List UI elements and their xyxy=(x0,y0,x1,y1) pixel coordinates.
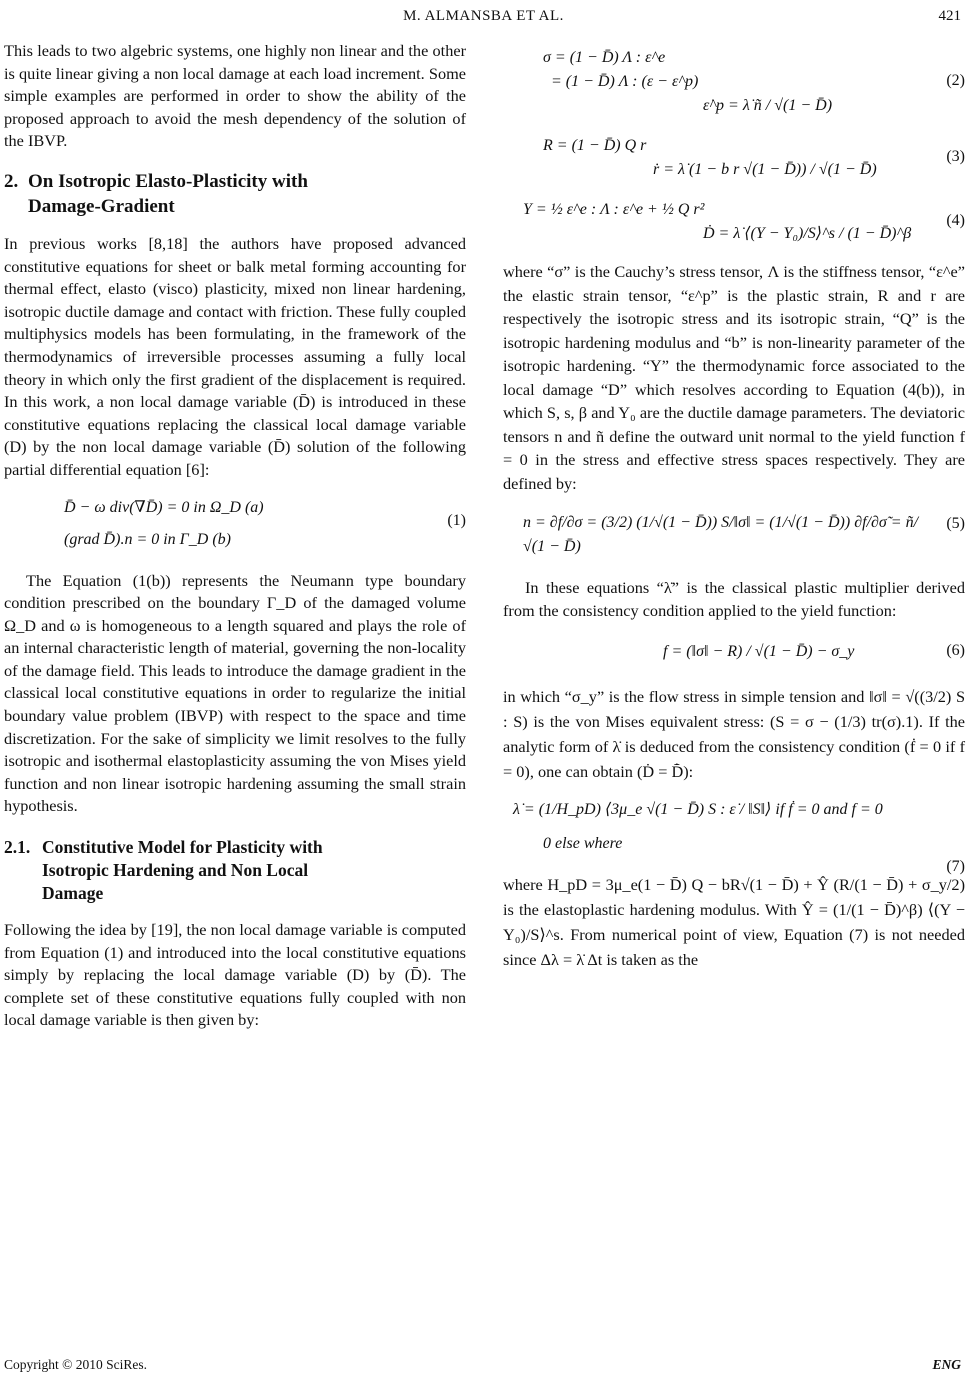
equation-4 xyxy=(503,198,965,246)
equation-1b: (grad D̄).n = 0 in Γ_D (b) xyxy=(64,530,231,548)
equation-4b: Ḋ = λ̇ ⟨(Y − Y₀)/S⟩^s / (1 − D̄)^β xyxy=(703,225,912,242)
equation-2c: ε̇^p = λ̇ ñ / √(1 − D̄) xyxy=(703,97,833,114)
copyright-notice: Copyright © 2010 SciRes. xyxy=(4,1357,148,1372)
paragraph-hardening-modulus: where H_pD = 3μ_e(1 − D̄) Q − bR√(1 − D̄) + Ŷ (R/(1 − D̄) + σ_y/2) is the elastoplastic hardening modulus. With Ŷ = (1/(1 − D̄)^β) ⟨(Y − Y₀)/S⟩^s. From numerical point of view, Equation (7) is not needed since Δλ = λ̇ Δt is taken as the xyxy=(503,875,965,970)
equation-3a: R = (1 − D̄) Q r xyxy=(543,137,647,154)
section-2-1-title-b: Isotropic Hardening and Non Local xyxy=(42,860,309,881)
paragraph-following-idea: Following the idea by [19], the non local damage variable is computed from Equation (1) and introduced into the local constitutive equations simply by replacing the local damage variable (D) by (D̄). The complete set of these constitutive equations fully coupled with non local damage variable is then given by: xyxy=(4,920,466,1030)
section-2-1-title-c: Damage xyxy=(42,883,104,904)
section-2-1-number: 2.1. xyxy=(4,837,31,858)
intro-paragraph: This leads to two algebric systems, one highly non linear and the other is quite linear giving a non local damage at each load increment. Some simple examples are performed in order to show the ability of the proposed approach to avoid the mesh dependency of the solution of the IBVP. xyxy=(4,41,466,151)
section-2-1-heading xyxy=(4,836,466,905)
page-footer xyxy=(0,1357,967,1379)
equation-1 xyxy=(4,496,466,552)
equation-5 xyxy=(503,511,965,559)
equation-1-number: (1) xyxy=(447,511,466,529)
page-header xyxy=(0,8,967,36)
equation-7 xyxy=(503,798,965,876)
paragraph-plastic-multiplier: In these equations “λ̇” is the classical plastic multiplier derived from the consistency condition applied to the yield function: xyxy=(503,578,965,620)
equation-4-number: (4) xyxy=(946,212,965,229)
running-head: M. ALMANSBA ET AL. xyxy=(403,8,564,24)
equation-2-number: (2) xyxy=(946,72,965,89)
equation-3b: ṙ = λ̇ (1 − b r √(1 − D̄)) / √(1 − D̄) xyxy=(653,161,877,178)
equation-5-number: (5) xyxy=(946,515,965,532)
paragraph-flow-stress: in which “σ_y” is the flow stress in simple tension and ‖σ‖ = √((3/2) S : S) is the von Mises equivalent stress: (S = σ − (1/3) tr(σ).1). If the analytic form of λ̇ is deduced from the consistency condition (ḟ = 0 if f = 0), one can obtain (Ḋ = D̄̇): xyxy=(503,687,965,782)
paragraph-neumann: The Equation (1(b)) represents the Neumann type boundary condition prescribed on the boundary Γ_D of the damaged volume Ω_D and ω is homogeneous to a length squared and plays the role of an internal characteristic length of material, governing the non-locality of the damage field. This leads to introduce the damage gradient in the classical local constitutive equations in order to regularize the initial boundary value problem (IBVP) with respect to the space and time discretization. For the sake of simplicity we limit resolves to the fully isotropic and isothermal elastoplasticity assuming the von Mises yield function and non linear isotropic hardening assuming the small strain hypothesis. xyxy=(4,570,466,816)
equation-1a: D̄ − ω div(∇D̄) = 0 in Ω_D (a) xyxy=(64,498,264,516)
paragraph-previous-works: In previous works [8,18] the authors have proposed advanced constitutive equations for sheet or balk metal forming accounting for thermal effect, elasto (visco) plasticity, mixed non linear hardening, isotropic ductile damage and contact with friction. These fully coupled multiphysics models has been formulating, in the framework of the thermodynamics of irreversible processes assuming a fully local theory in which only the first gradient of the displacement is required. In this work, a non local damage variable (D̄) is introduced in these constitutive equations replacing the classical local damage variable (D) by the non local damage variable (D̄) solution of the following partial differential equation [6]: xyxy=(4,233,466,479)
page-number: 421 xyxy=(938,8,961,24)
equation-6-number: (6) xyxy=(946,642,965,660)
equation-3 xyxy=(503,134,965,182)
section-2-1-title-a: Constitutive Model for Plasticity with xyxy=(42,837,323,858)
equation-5-text: n = ∂f/∂σ = (3/2) (1/√(1 − D̄)) S/‖σ‖ = (1/√(1 − D̄)) ∂f/∂σ̃ = ñ/√(1 − D̄) xyxy=(523,514,919,555)
left-column xyxy=(4,40,466,1032)
equation-2 xyxy=(503,46,965,118)
equation-7a: λ̇ = (1/H_pD) ⟨3μ_e √(1 − D̄) S : ε̇ / ‖S‖⟩ if ḟ = 0 and f = 0 xyxy=(513,801,883,819)
equation-6 xyxy=(503,640,965,664)
right-column xyxy=(503,40,965,972)
equation-7b: 0 else where xyxy=(543,835,623,853)
equation-4a: Y = ½ ε^e : Λ : ε^e + ½ Q r² xyxy=(523,201,705,218)
paragraph-where-cauchy: where “σ” is the Cauchy’s stress tensor, Λ is the stiffness tensor, “ε^e” the elastic strain tensor, “ε^p” is the plastic strain, R and r are respectively the isotropic stress and its isotropic strain, “Q” is the isotropic hardening modulus and “b” is non-linearity parameter of the isotropic hardening. “Y” the thermodynamic force associated to the local damage “D” which resolves according to Equation (4(b)), in which S, s, β and Y₀ are the ductile damage parameters. The deviatoric tensors n and ñ define the outward unit normal to the yield function f = 0 in the stress and effective stress spaces respectively. They are defined by: xyxy=(503,262,965,493)
section-2-title-a: On Isotropic Elasto-Plasticity with xyxy=(28,170,308,192)
equation-3-number: (3) xyxy=(946,148,965,165)
equation-2b: = (1 − D̄) Λ : (ε − ε^p) xyxy=(551,73,699,90)
section-2-title-b: Damage-Gradient xyxy=(28,195,175,217)
equation-2a: σ = (1 − D̄) Λ : ε^e xyxy=(543,49,666,66)
journal-abbrev: ENG xyxy=(932,1357,961,1372)
equation-6-text: f = (‖σ‖ − R) / √(1 − D̄) − σ_y xyxy=(663,643,855,661)
equation-7-number: (7) xyxy=(946,858,965,876)
section-2-heading xyxy=(4,169,466,219)
section-2-number: 2. xyxy=(4,170,19,192)
